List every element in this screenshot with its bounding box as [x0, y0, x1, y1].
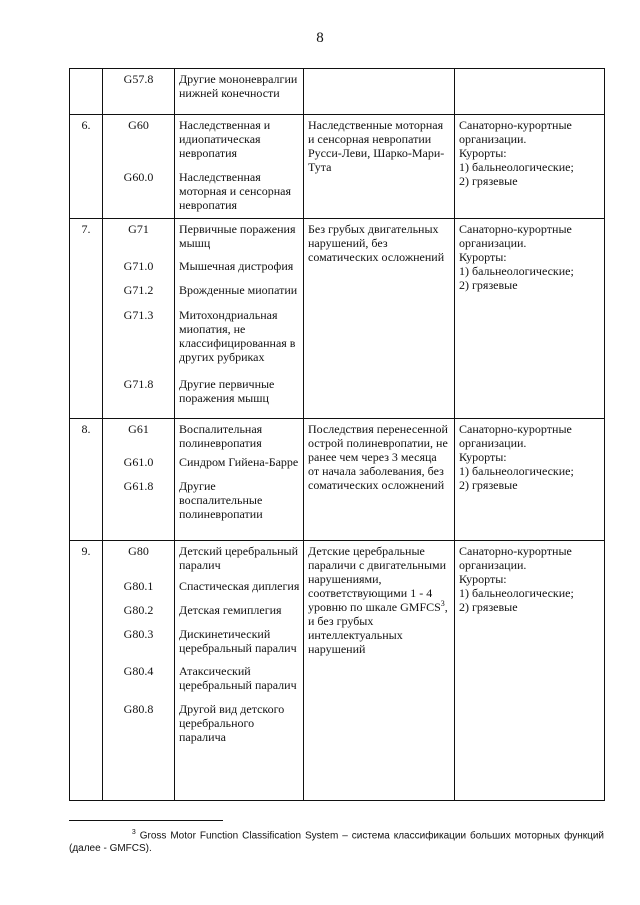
- facility-cell: [455, 419, 605, 541]
- facility-cell: [455, 541, 605, 801]
- disease-name: Воспалительная полиневропатия: [179, 422, 263, 450]
- icd-code: G61: [128, 422, 149, 436]
- disease-name-cell: [175, 69, 304, 115]
- icd-code: G60: [128, 118, 149, 132]
- patient-condition: Наследственные моторная и сенсорная невропатии Русси-Леви, Шарко-Мари-Тута: [308, 118, 445, 174]
- icd-code: G80.8: [123, 702, 154, 716]
- patient-condition: Без грубых двигательных нарушений, без соматических осложнений: [308, 222, 445, 264]
- table-row: [70, 219, 605, 419]
- disease-name: Наследственная моторная и сенсорная невропатия: [179, 170, 292, 212]
- table-row: [70, 115, 605, 219]
- facility-type: Санаторно-курортные организации. Курорты: 1) бальнеологические; 2) грязевые: [459, 422, 574, 492]
- row-number: [70, 69, 103, 115]
- icd-code: G80.1: [123, 579, 154, 593]
- icd-code: G61.8: [123, 479, 154, 493]
- row-number: 6.: [70, 115, 103, 219]
- disease-name: Другой вид детского церебрального паралича: [179, 702, 285, 744]
- icd-code-cell: [103, 419, 175, 541]
- footnote-mark: 3: [131, 829, 136, 836]
- icd-code: G80: [128, 544, 149, 558]
- page-number: 8: [316, 30, 324, 46]
- disease-name: Спастическая диплегия: [179, 579, 300, 593]
- icd-code-cell: [103, 115, 175, 219]
- disease-name-cell: [175, 419, 304, 541]
- icd-code: G71.2: [123, 283, 154, 297]
- table-row: [70, 419, 605, 541]
- facility-type: Санаторно-курортные организации. Курорты: 1) бальнеологические; 2) грязевые: [459, 222, 574, 292]
- facility-cell: [455, 115, 605, 219]
- disease-name: Другие мононевралгии нижней конечности: [179, 72, 298, 100]
- disease-name: Первичные поражения мышц: [179, 222, 296, 250]
- icd-code: G80.2: [123, 603, 154, 617]
- disease-name-cell: [175, 219, 304, 419]
- footnote-rule: [69, 820, 223, 821]
- facility-type: Санаторно-курортные организации. Курорты: 1) бальнеологические; 2) грязевые: [459, 118, 574, 188]
- disease-name: Синдром Гийена-Барре: [179, 455, 299, 469]
- facility-type: [455, 69, 604, 72]
- facility-cell: [455, 69, 605, 115]
- icd-code: G80.3: [123, 627, 154, 641]
- row-number: 9.: [70, 541, 103, 801]
- patient-condition-cell: [304, 219, 455, 419]
- table-row: [70, 69, 605, 115]
- icd-code-cell: [103, 541, 175, 801]
- footnote-text: Gross Motor Function Classification System – система классификации больших моторных функций (далее - GMFCS).: [69, 830, 605, 855]
- disease-name: Другие первичные поражения мышц: [179, 377, 275, 405]
- facility-type: Санаторно-курортные организации. Курорты: 1) бальнеологические; 2) грязевые: [459, 544, 574, 614]
- patient-condition: [304, 69, 454, 72]
- patient-condition-cell: [304, 419, 455, 541]
- row-number: 7.: [70, 219, 103, 419]
- icd-code-cell: [103, 69, 175, 115]
- disease-name: Наследственная и идиопатическая невропатия: [179, 118, 271, 160]
- disease-name: Врожденные миопатии: [179, 283, 298, 297]
- icd-code: G57.8: [123, 72, 154, 86]
- disease-name: Детская гемиплегия: [179, 603, 282, 617]
- icd-code: G71.8: [123, 377, 154, 391]
- disease-name-cell: [175, 115, 304, 219]
- patient-condition-cell: [304, 69, 455, 115]
- icd-code: G71.3: [123, 308, 154, 322]
- disease-name-cell: [175, 541, 304, 801]
- patient-condition: Детские церебральные параличи с двигательными нарушениями, соответствующими 1 - 4 уровню по шкале GMFCS: [308, 544, 447, 614]
- patient-condition-cell: [304, 115, 455, 219]
- icd-code: G80.4: [123, 664, 154, 678]
- footnote-reference: 3: [440, 599, 445, 608]
- disease-name: Митохондриальная миопатия, не классифицированная в других рубриках: [179, 308, 296, 364]
- icd-code: G71.0: [123, 259, 154, 273]
- icd-code: G61.0: [123, 455, 154, 469]
- disease-name: Другие воспалительные полиневропатии: [179, 479, 263, 521]
- spa-treatment-table: [69, 68, 605, 801]
- patient-condition: Последствия перенесенной острой полиневропатии, не ранее чем через 3 месяца от начала заболевания, без соматических осложнений: [308, 422, 448, 492]
- row-number: 8.: [70, 419, 103, 541]
- patient-condition-continued: , и без грубых интеллектуальных нарушений: [308, 600, 448, 656]
- patient-condition-cell: [304, 541, 455, 801]
- table-row: [70, 541, 605, 801]
- disease-name: Атаксический церебральный паралич: [179, 664, 297, 692]
- disease-name: Детский церебральный паралич: [179, 544, 299, 572]
- footnote: [69, 826, 604, 855]
- icd-code: G71: [128, 222, 149, 236]
- icd-code: G60.0: [123, 170, 154, 184]
- facility-cell: [455, 219, 605, 419]
- disease-name: Дискинетический церебральный паралич: [179, 627, 297, 655]
- icd-code-cell: [103, 219, 175, 419]
- disease-name: Мышечная дистрофия: [179, 259, 294, 273]
